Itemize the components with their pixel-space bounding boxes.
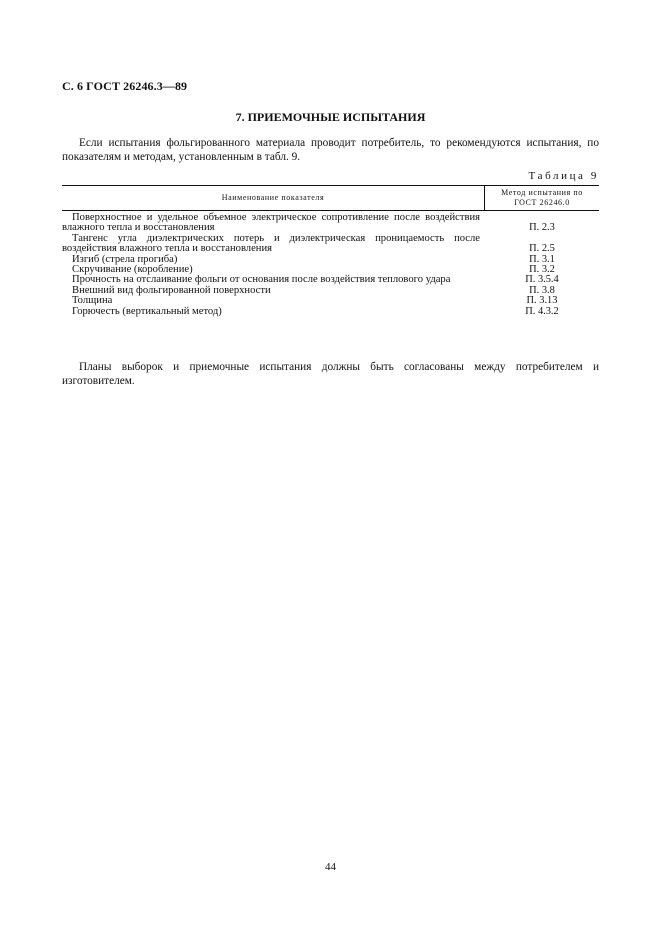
document-header: С. 6 ГОСТ 26246.3—89 (62, 79, 188, 93)
test-method: П. 3.5.4 (525, 274, 559, 286)
table-body (62, 213, 599, 317)
section-title: 7. ПРИЕМОЧНЫЕ ИСПЫТАНИЯ (235, 110, 426, 124)
test-method: П. 2.3 (529, 222, 555, 234)
column-header-method (485, 188, 599, 208)
table-top-rule (62, 185, 599, 186)
column-header-name: Наименование показателя (221, 193, 325, 202)
test-method: П. 3.1 (529, 253, 555, 265)
test-method: П. 3.13 (526, 295, 558, 307)
intro-paragraph (62, 136, 599, 164)
indicator-name: Скручивание (коробление) (72, 264, 193, 276)
indicator-name: Изгиб (стрела прогиба) (72, 253, 178, 265)
indicator-name: Толщина (72, 295, 113, 307)
table-row (62, 213, 599, 234)
test-method: П. 4.3.2 (525, 305, 559, 317)
indicator-name: Прочность на отслаивание фольги от основания после воздействия теплового удара (72, 274, 451, 286)
table-label: Таблица 9 (528, 170, 599, 182)
table-header-rule (62, 210, 599, 211)
indicator-name: Внешний вид фольгированной поверхности (72, 284, 271, 296)
column-header-method-line1: Метод испытания по (501, 188, 583, 197)
table-row (62, 286, 599, 296)
indicator-name: Тангенс угла диэлектрических потерь и диэлектрическая проницаемость после воздействия влажного тепла и восстановления (62, 232, 480, 255)
indicator-name: Горючесть (вертикальный метод) (72, 305, 222, 317)
indicator-name: Поверхностное и удельное объемное электрическое сопротивление после воздействия влажного тепла и восстановления (62, 212, 480, 234)
page-number: 44 (325, 861, 336, 873)
intro-text: Если испытания фольгированного материала проводит потребитель, то рекомендуются испытания, по показателям и методам, установленным в табл. 9. (62, 137, 599, 163)
column-header-method-line2: ГОСТ 26246.0 (514, 198, 570, 207)
table-row (62, 307, 599, 317)
closing-text: Планы выборок и приемочные испытания должны быть согласованы между потребителем и изготовителем. (62, 361, 599, 387)
test-method: П. 2.5 (529, 243, 555, 255)
test-method: П. 3.2 (529, 264, 555, 276)
table-row (62, 234, 599, 255)
test-method: П. 3.8 (529, 284, 555, 296)
closing-paragraph (62, 360, 599, 388)
